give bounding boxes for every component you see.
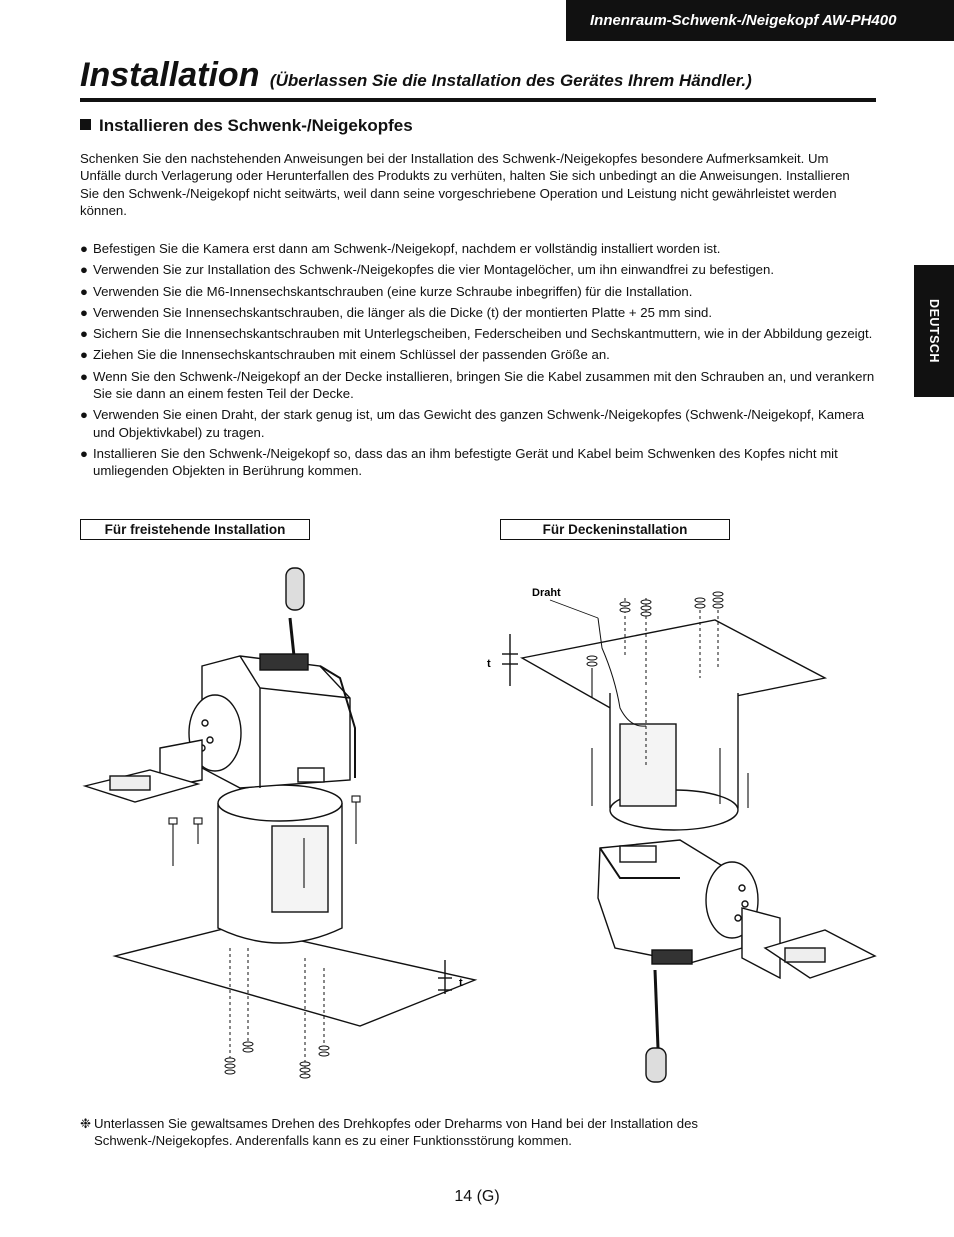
list-item bbox=[80, 445, 880, 480]
list-item-text: Befestigen Sie die Kamera erst dann am Schwenk-/Neigekopf, nachdem er vollständig installiert worden ist. bbox=[93, 241, 721, 256]
intro-paragraph: Schenken Sie den nachstehenden Anweisungen bei der Installation des Schwenk-/Neigekopfes besondere Aufmerksamkeit. Um Unfälle durch Verlagerung oder Herunterfallen des Produkts zu verhüten, halten Sie sich unbedingt an die Anweisungen. Installieren Sie den Schwenk-/Neigekopf nicht seitwärts, weil dann seine vorgeschriebene Operation und Leistung nicht gewährleistet werden können. bbox=[80, 151, 850, 218]
list-item-text: Verwenden Sie zur Installation des Schwenk-/Neigekopfes die vier Montagelöcher, um ihn einwandfrei zu befestigen. bbox=[93, 262, 775, 278]
list-item bbox=[80, 325, 880, 342]
ceiling-installation-diagram bbox=[480, 578, 880, 1088]
bullet-icon: ● bbox=[80, 304, 88, 320]
caution-note bbox=[80, 1115, 840, 1150]
list-item-text: Ziehen Sie die Innensechskantschrauben mit einem Schlüssel der passenden Größe an. bbox=[93, 347, 610, 363]
bullet-icon: ● bbox=[80, 326, 88, 342]
bullet-icon: ● bbox=[80, 347, 88, 363]
list-item bbox=[80, 240, 880, 257]
language-tab bbox=[914, 265, 954, 397]
bullet-icon: ● bbox=[80, 262, 88, 278]
list-item-text: Verwenden Sie Innensechskantschrauben, die länger als die Dicke (t) der montierten Platte + 25 mm sind. bbox=[93, 304, 713, 320]
ceiling-label: Für Deckeninstallation bbox=[500, 519, 730, 540]
product-header bbox=[566, 0, 954, 41]
list-item-text: Verwenden Sie die M6-Innensechskantschrauben (eine kurze Schraube inbegriffen) für die Installation. bbox=[93, 283, 693, 299]
page-number: 14 (G) bbox=[454, 1188, 500, 1205]
list-item bbox=[80, 304, 880, 321]
list-item-text: Sichern Sie die Innensechskantschrauben mit Unterlegscheiben, Federscheiben und Sechskantmuttern, wie in der Abbildung gezeigt. bbox=[93, 326, 873, 342]
list-item bbox=[80, 261, 880, 278]
instruction-list bbox=[80, 240, 880, 484]
freestanding-installation-diagram bbox=[80, 548, 480, 1093]
bullet-icon: ● bbox=[80, 407, 88, 423]
list-item bbox=[80, 346, 880, 363]
language-tab-label: DEUTSCH bbox=[927, 299, 941, 363]
bullet-icon: ● bbox=[80, 368, 88, 384]
ceiling-thickness-label: t bbox=[487, 658, 491, 670]
bullet-icon: ● bbox=[80, 241, 88, 256]
freestanding-label: Für freistehende Installation bbox=[80, 519, 310, 540]
product-label: Innenraum-Schwenk-/Neigekopf AW-PH400 bbox=[590, 12, 897, 29]
section-heading bbox=[80, 116, 413, 136]
list-item-text: Verwenden Sie einen Draht, der stark genug ist, um das Gewicht des ganzen Schwenk-/Neigekopfes (Schwenk-/Neigekopf, Kamera und Objektivkabel) zu tragen. bbox=[93, 407, 865, 440]
list-item bbox=[80, 368, 880, 403]
list-item bbox=[80, 283, 880, 300]
title-main: Installation bbox=[80, 56, 260, 94]
bullet-icon: ● bbox=[80, 445, 88, 461]
bullet-icon: ● bbox=[80, 283, 88, 299]
page-title bbox=[80, 56, 876, 102]
title-subtitle: (Überlassen Sie die Installation des Gerätes Ihrem Händler.) bbox=[269, 71, 752, 90]
list-item bbox=[80, 406, 880, 441]
list-item-text: Wenn Sie den Schwenk-/Neigekopf an der Decke installieren, bringen Sie die Kabel zusammen mit den Schrauben an, und verankern Sie sie dann an einem festen Teil der Decke. bbox=[93, 368, 875, 402]
freestanding-thickness-label: t bbox=[459, 977, 463, 989]
ceiling-wire-label: Draht bbox=[532, 587, 561, 599]
list-item-text: Installieren Sie den Schwenk-/Neigekopf so, dass das an ihm befestigte Gerät und Kabel beim Schwenken des Kopfes nicht mit umliegenden Objekten in Berührung kommen. bbox=[93, 445, 838, 479]
section-heading-text: Installieren des Schwenk-/Neigekopfes bbox=[99, 116, 413, 135]
square-bullet-icon bbox=[80, 119, 91, 130]
caution-note-text: Unterlassen Sie gewaltsames Drehen des Drehkopfes oder Dreharms von Hand bei der Installation des Schwenk-/Neigekopfes. Anderenfalls kann es zu einer Funktionsstörung kommen. bbox=[94, 1116, 699, 1149]
asterisk-icon: ❉ bbox=[80, 1116, 92, 1131]
